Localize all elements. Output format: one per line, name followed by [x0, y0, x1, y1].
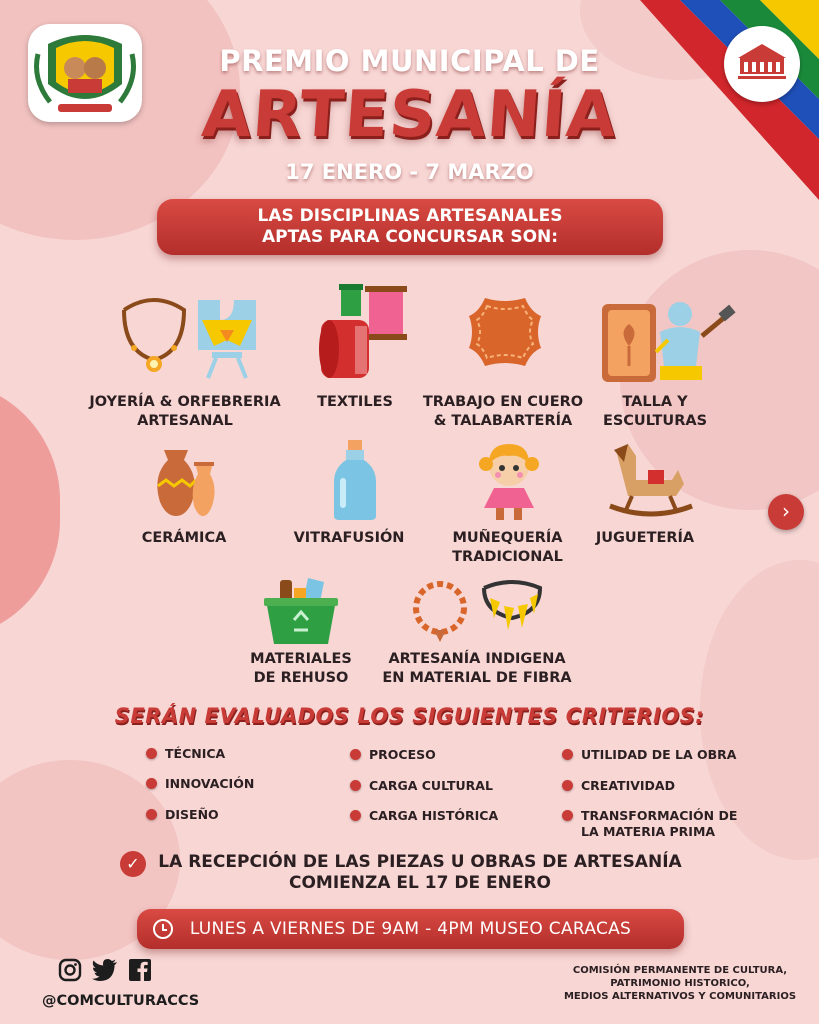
criteria-item: CREATIVIDAD [562, 778, 675, 794]
title-line-1: PREMIO MUNICIPAL DE [219, 44, 600, 78]
next-slide-button[interactable]: › [768, 494, 804, 530]
title-main: ARTESANÍA [199, 78, 620, 152]
bg-blob [0, 380, 60, 640]
check-icon: ✓ [120, 851, 146, 877]
discipline-label-dolls: MUÑEQUERÍA TRADICIONAL [452, 530, 563, 565]
schedule-text: LUNES A VIERNES DE 9AM - 4PM MUSEO CARACAS [189, 919, 632, 939]
discipline-label-sculpture: TALLA Y ESCULTURAS [602, 394, 708, 429]
indigenous-necklace-icon [408, 578, 548, 652]
leather-icon [465, 292, 545, 376]
criteria-item: TRANSFORMACIÓN DE LA MATERIA PRIMA [562, 808, 752, 840]
criteria-item: PROCESO [350, 747, 436, 763]
ceramic-vase-icon [150, 446, 220, 526]
discipline-label-reuse: MATERIALES DE REHUSO [250, 651, 352, 686]
event-dates: 17 ENERO - 7 MARZO [285, 160, 534, 184]
criteria-item: INNOVACIÓN [146, 776, 254, 792]
rocking-horse-icon [606, 440, 696, 524]
sculpture-icon [598, 296, 736, 392]
bullet-icon [562, 749, 573, 760]
facebook-icon[interactable] [128, 958, 152, 982]
reception-notice: LA RECEPCIÓN DE LAS PIEZAS U OBRAS DE ARTESANÍA COMIENZA EL 17 DE ENERO [158, 852, 682, 893]
criteria-item: CARGA CULTURAL [350, 778, 493, 794]
bullet-icon [350, 810, 361, 821]
bullet-icon [146, 748, 157, 759]
clock-icon [153, 919, 173, 939]
discipline-label-indigenous: ARTESANÍA INDIGENA EN MATERIAL DE FIBRA [382, 651, 572, 686]
recycle-basket-icon [264, 574, 338, 650]
textiles-icon [315, 280, 411, 386]
bullet-icon [146, 809, 157, 820]
bullet-icon [562, 810, 573, 821]
criteria-item: UTILIDAD DE LA OBRA [562, 747, 736, 763]
schedule-banner [137, 909, 684, 949]
banner-line-1: LAS DISCIPLINAS ARTESANALES [257, 206, 563, 226]
banner-line-2: APTAS PARA CONCURSAR SON: [261, 227, 559, 247]
criteria-item: TÉCNICA [146, 746, 225, 762]
disciplines-banner [157, 199, 663, 255]
bullet-icon [146, 778, 157, 789]
discipline-label-ceramic: CERÁMICA [141, 530, 227, 546]
bullet-icon [350, 780, 361, 791]
discipline-label-jewelry: JOYERÍA & ORFEBRERIA ARTESANAL [89, 394, 281, 429]
criteria-title: SERÁN EVALUADOS LOS SIGUIENTES CRITERIOS: [114, 704, 705, 728]
discipline-label-vitrafusion: VITRAFUSIÓN [293, 530, 405, 546]
glass-bottle-icon [330, 438, 380, 526]
social-handle[interactable]: @COMCULTURACCS [42, 993, 200, 1009]
criteria-item: DISEÑO [146, 807, 219, 823]
instagram-icon[interactable] [58, 958, 82, 982]
doll-icon [476, 442, 542, 526]
discipline-label-leather: TRABAJO EN CUERO & TALABARTERÍA [422, 394, 584, 429]
bullet-icon [562, 780, 573, 791]
organization-name: COMISIÓN PERMANENTE DE CULTURA, PATRIMONIO HISTORICO, MEDIOS ALTERNATIVOS Y COMUNITARIOS [563, 965, 797, 1002]
criteria-item: CARGA HISTÓRICA [350, 808, 498, 824]
discipline-label-textiles: TEXTILES [317, 394, 393, 410]
jewelry-icon [116, 290, 264, 386]
bullet-icon [350, 749, 361, 760]
discipline-label-toys: JUGUETERÍA [595, 530, 695, 546]
twitter-icon[interactable] [92, 959, 118, 981]
